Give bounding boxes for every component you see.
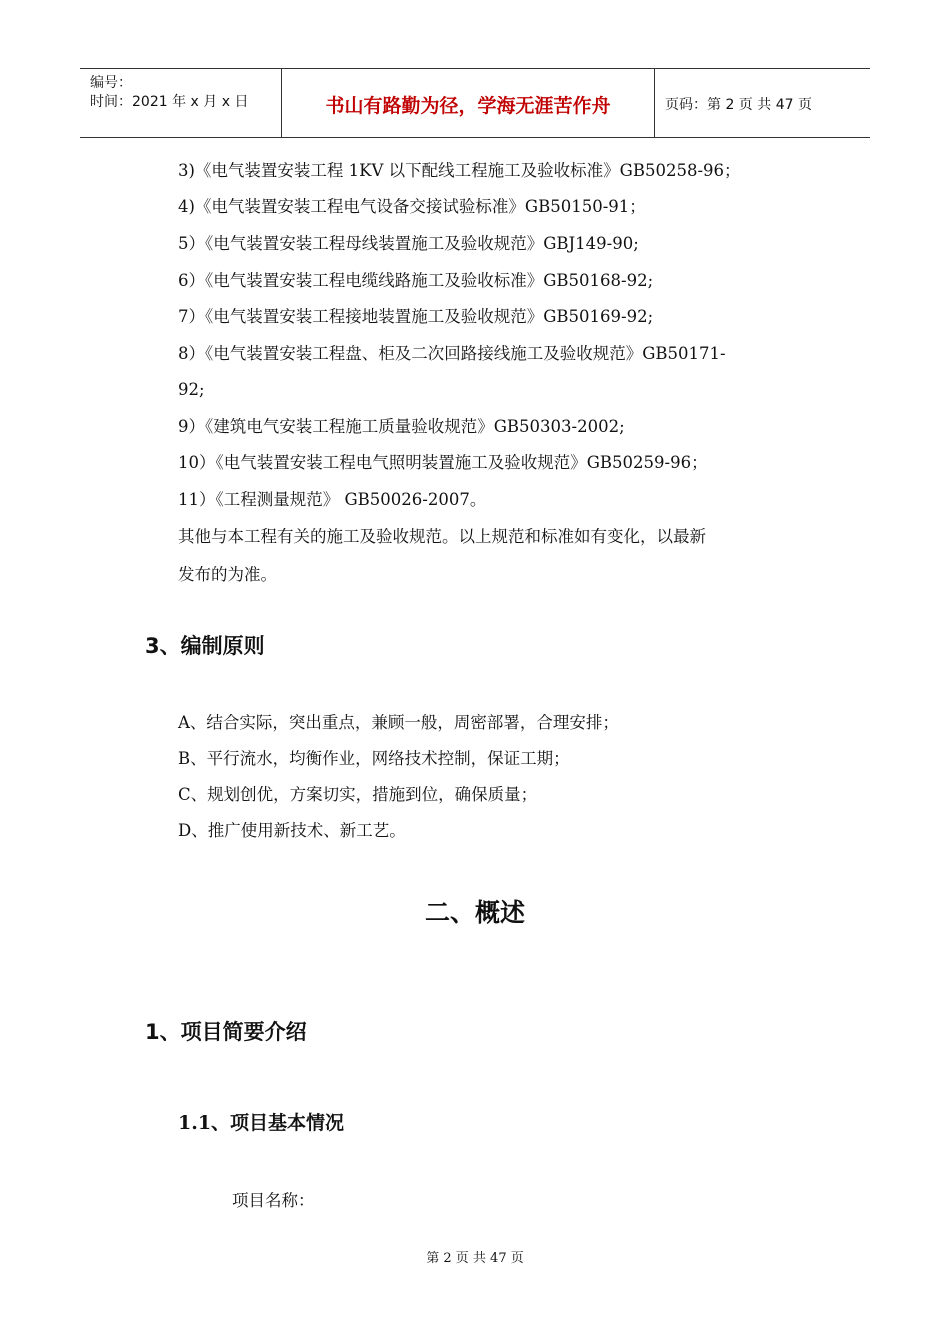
standard-item: 6）《电气装置安装工程电缆线路施工及验收标准》GB50168-92; [178, 271, 654, 290]
document-date-label: 时间：2021 年 x 月 x 日 [90, 94, 249, 110]
standards-note: 发布的为准。 [178, 565, 277, 584]
header-page-cell [655, 69, 870, 137]
header-motto: 书山有路勤为径，学海无涯苦作舟 [325, 95, 611, 117]
header-meta-cell [80, 69, 282, 137]
chapter-title: 二、概述 [424, 898, 525, 927]
subsection-heading: 1.1、项目基本情况 [178, 1112, 345, 1134]
principle-item: A、结合实际，突出重点，兼顾一般，周密部署，合理安排； [178, 713, 619, 732]
principle-item: B、平行流水，均衡作业，网络技术控制，保证工期； [178, 749, 570, 768]
standard-item: 5）《电气装置安装工程母线装置施工及验收规范》GBJ149-90; [178, 234, 639, 253]
header-page-info: 页码：第 2 页 共 47 页 [665, 97, 812, 113]
standard-item: 9）《建筑电气安装工程施工质量验收规范》GB50303-2002; [178, 417, 625, 436]
project-name-label: 项目名称： [232, 1191, 315, 1210]
standard-item: 4)《电气装置安装工程电气设备交接试验标准》GB50150-91； [178, 197, 646, 216]
page-footer: 第 2 页 共 47 页 [426, 1251, 524, 1266]
standard-item: 7）《电气装置安装工程接地装置施工及验收规范》GB50169-92; [178, 307, 654, 326]
page-header [80, 68, 870, 138]
standard-item: 11）《工程测量规范》 GB50026-2007。 [178, 490, 487, 509]
standard-item: 3)《电气装置安装工程 1KV 以下配线工程施工及验收标准》GB50258-96； [178, 161, 741, 180]
principle-item: C、规划创优，方案切实，措施到位，确保质量； [178, 785, 538, 804]
standard-item: 92; [178, 380, 205, 399]
standard-item: 8）《电气装置安装工程盘、柜及二次回路接线施工及验收规范》GB50171- [178, 344, 726, 363]
standard-item: 10）《电气装置安装工程电气照明装置施工及验收规范》GB50259-96； [178, 453, 708, 472]
document-number-label: 编号： [90, 75, 132, 91]
section-heading: 3、编制原则 [145, 634, 265, 658]
section-heading: 1、项目简要介绍 [145, 1020, 307, 1044]
principle-item: D、推广使用新技术、新工艺。 [178, 821, 406, 840]
standards-note: 其他与本工程有关的施工及验收规范。以上规范和标准如有变化，以最新 [178, 527, 706, 546]
header-motto-cell [282, 69, 655, 137]
